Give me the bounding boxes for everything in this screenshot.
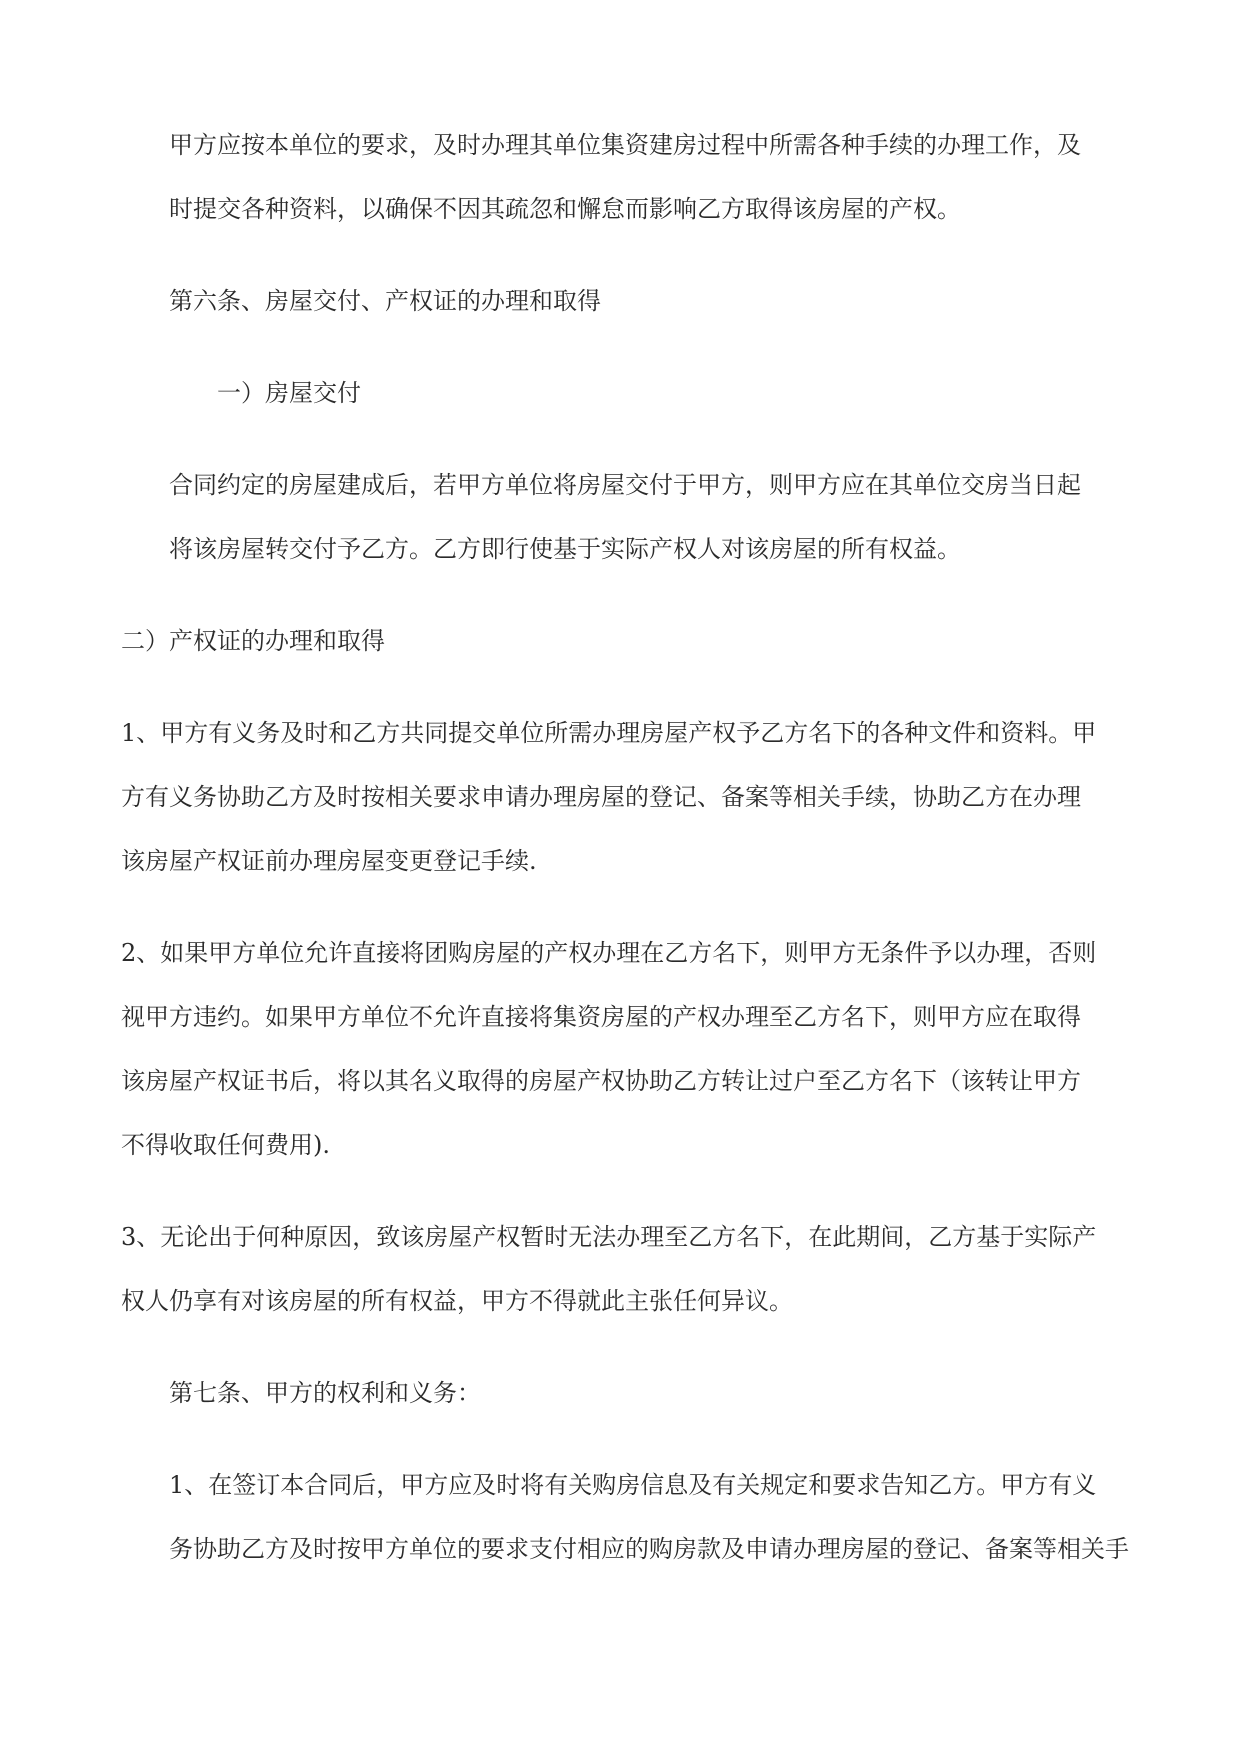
text-line: 方有义务协助乙方及时按相关要求申请办理房屋的登记、备案等相关手续，协助乙方在办理 bbox=[121, 783, 1081, 811]
text-line: 1、在签订本合同后，甲方应及时将有关购房信息及有关规定和要求告知乙方。甲方有义 bbox=[169, 1471, 1097, 1499]
text-line: 第六条、房屋交付、产权证的办理和取得 bbox=[169, 287, 601, 315]
paragraph-p4 bbox=[121, 453, 1121, 581]
paragraph-p9 bbox=[121, 1361, 1121, 1425]
text-line: 时提交各种资料，以确保不因其疏忽和懈怠而影响乙方取得该房屋的产权。 bbox=[169, 195, 961, 223]
text-line: 合同约定的房屋建成后，若甲方单位将房屋交付于甲方，则甲方应在其单位交房当日起 bbox=[169, 471, 1081, 499]
document-body bbox=[121, 113, 1129, 1609]
paragraph-p2 bbox=[121, 269, 1121, 333]
paragraph-p5 bbox=[121, 609, 1121, 673]
paragraph-p7 bbox=[121, 921, 1121, 1177]
paragraph-p10 bbox=[121, 1453, 1129, 1581]
text-line: 该房屋产权证书后，将以其名义取得的房屋产权协助乙方转让过户至乙方名下（该转让甲方 bbox=[121, 1067, 1081, 1095]
text-line: 第七条、甲方的权利和义务： bbox=[169, 1379, 481, 1407]
text-line: 权人仍享有对该房屋的所有权益，甲方不得就此主张任何异议。 bbox=[121, 1287, 793, 1315]
paragraph-p3 bbox=[121, 361, 1121, 425]
paragraph-p1 bbox=[121, 113, 1121, 241]
text-line: 一）房屋交付 bbox=[217, 379, 361, 407]
text-line: 2、如果甲方单位允许直接将团购房屋的产权办理在乙方名下，则甲方无条件予以办理，否则 bbox=[121, 939, 1097, 967]
paragraph-p8 bbox=[121, 1205, 1121, 1333]
text-line: 务协助乙方及时按甲方单位的要求支付相应的购房款及申请办理房屋的登记、备案等相关手 bbox=[169, 1535, 1129, 1563]
text-line: 1、甲方有义务及时和乙方共同提交单位所需办理房屋产权予乙方名下的各种文件和资料。甲 bbox=[121, 719, 1097, 747]
text-line: 甲方应按本单位的要求，及时办理其单位集资建房过程中所需各种手续的办理工作，及 bbox=[169, 131, 1081, 159]
text-line: 该房屋产权证前办理房屋变更登记手续. bbox=[121, 847, 537, 875]
text-line: 不得收取任何费用). bbox=[121, 1131, 330, 1159]
text-line: 3、无论出于何种原因，致该房屋产权暂时无法办理至乙方名下，在此期间，乙方基于实际产 bbox=[121, 1223, 1097, 1251]
text-line: 将该房屋转交付予乙方。乙方即行使基于实际产权人对该房屋的所有权益。 bbox=[169, 535, 961, 563]
text-line: 二）产权证的办理和取得 bbox=[121, 627, 385, 655]
paragraph-p6 bbox=[121, 701, 1121, 893]
text-line: 视甲方违约。如果甲方单位不允许直接将集资房屋的产权办理至乙方名下，则甲方应在取得 bbox=[121, 1003, 1081, 1031]
